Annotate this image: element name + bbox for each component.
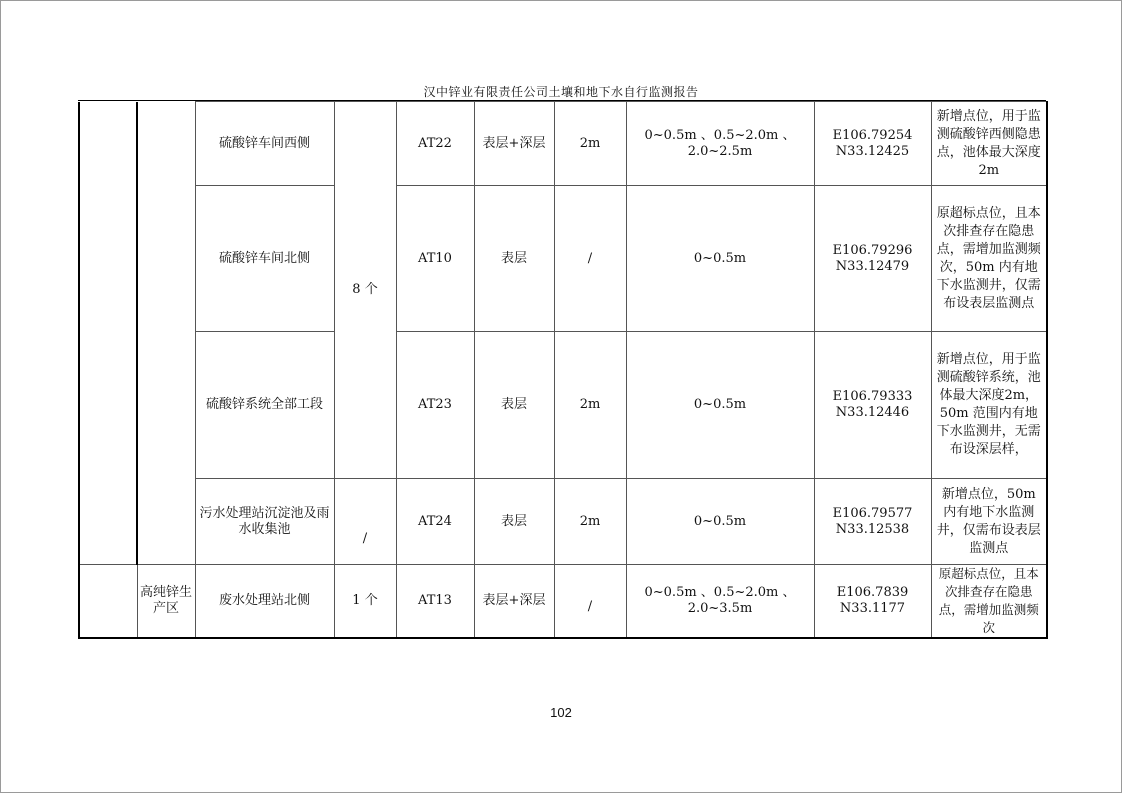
- layer-cell: 表层+深层: [474, 565, 554, 639]
- page-number: 102: [550, 705, 572, 720]
- point-count-cell: 8 个: [334, 102, 396, 479]
- coord-n: N33.12446: [835, 405, 910, 420]
- depth-cell: [554, 565, 626, 639]
- coord-e: E106.79296: [832, 242, 913, 258]
- point-count-cell: 1 个: [334, 565, 396, 639]
- coord-n: N33.12479: [835, 258, 910, 274]
- layer-cell: 表层: [474, 332, 554, 479]
- note-cell: 原超标点位，且本次排查存在隐患点，需增加监测频次: [931, 565, 1047, 639]
- point-code-cell: AT13: [396, 565, 474, 639]
- table-row: [79, 186, 1047, 332]
- point-code-cell: AT24: [396, 479, 474, 565]
- table-row: [79, 332, 1047, 479]
- area-cell-blank: [79, 102, 137, 565]
- sampling-range-cell: 0~0.5m 、0.5~2.0m 、2.0~2.5m: [626, 102, 814, 186]
- layer-cell: 表层: [474, 479, 554, 565]
- coord-e: E106.79333: [832, 389, 913, 404]
- coord-e: E106.79254: [832, 127, 913, 143]
- page-header-title: 汉中锌业有限责任公司土壤和地下水自行监测报告: [423, 85, 699, 99]
- sampling-range-cell: 0~0.5m: [626, 479, 814, 565]
- layer-cell: 表层: [474, 186, 554, 332]
- location-cell: 污水处理站沉淀池及雨水收集池: [195, 479, 334, 565]
- location-cell: 硫酸锌车间北侧: [195, 186, 334, 332]
- point-code-cell: AT10: [396, 186, 474, 332]
- point-code-cell: AT22: [396, 102, 474, 186]
- coordinate-cell: [814, 102, 931, 186]
- point-count-cell: [334, 479, 396, 565]
- location-cell: 硫酸锌车间西侧: [195, 102, 334, 186]
- table-row: [79, 479, 1047, 565]
- area-cell-blank: [79, 565, 137, 639]
- area-cell: 高纯锌生产区: [137, 565, 195, 639]
- table-row: [79, 102, 1047, 186]
- coord-e: E106.79577: [832, 505, 913, 521]
- sampling-range-cell: 0~0.5m 、0.5~2.0m 、2.0~3.5m: [626, 565, 814, 639]
- layer-cell: 表层+深层: [474, 102, 554, 186]
- coord-n: N33.12538: [835, 521, 910, 537]
- depth-cell: 2m: [554, 332, 626, 479]
- note-cell: 新增点位，50m 内有地下水监测井，仅需布设表层监测点: [931, 479, 1047, 565]
- table-row: [79, 565, 1047, 639]
- sampling-range-cell: 0~0.5m: [626, 186, 814, 332]
- note-cell: 原超标点位，且本次排查存在隐患点，需增加监测频次，50m 内有地下水监测井，仅需布设表层监测点: [931, 186, 1047, 332]
- coordinate-cell: [814, 332, 931, 479]
- coord-n: N33.1177: [839, 601, 906, 616]
- coordinate-cell: [814, 565, 931, 639]
- subarea-cell-blank: [137, 102, 195, 565]
- coordinate-cell: [814, 479, 931, 565]
- coordinate-cell: [814, 186, 931, 332]
- location-cell: 废水处理站北侧: [195, 565, 334, 639]
- point-code-cell: AT23: [396, 332, 474, 479]
- slash-mark: /: [362, 530, 368, 546]
- coord-n: N33.12425: [835, 143, 910, 159]
- monitoring-points-table: [78, 101, 1048, 639]
- depth-cell: 2m: [554, 102, 626, 186]
- depth-cell: /: [554, 186, 626, 332]
- note-cell: 新增点位，用于监测硫酸锌系统，池体最大深度2m，50m 范围内有地下水监测井，无需布设深层样，: [931, 332, 1047, 479]
- note-cell: 新增点位，用于监测硫酸锌西侧隐患点，池体最大深度2m: [931, 102, 1047, 186]
- depth-cell: 2m: [554, 479, 626, 565]
- sampling-range-cell: 0~0.5m: [626, 332, 814, 479]
- coord-e: E106.7839: [836, 585, 909, 600]
- slash-mark: /: [587, 599, 593, 614]
- location-cell: 硫酸锌系统全部工段: [195, 332, 334, 479]
